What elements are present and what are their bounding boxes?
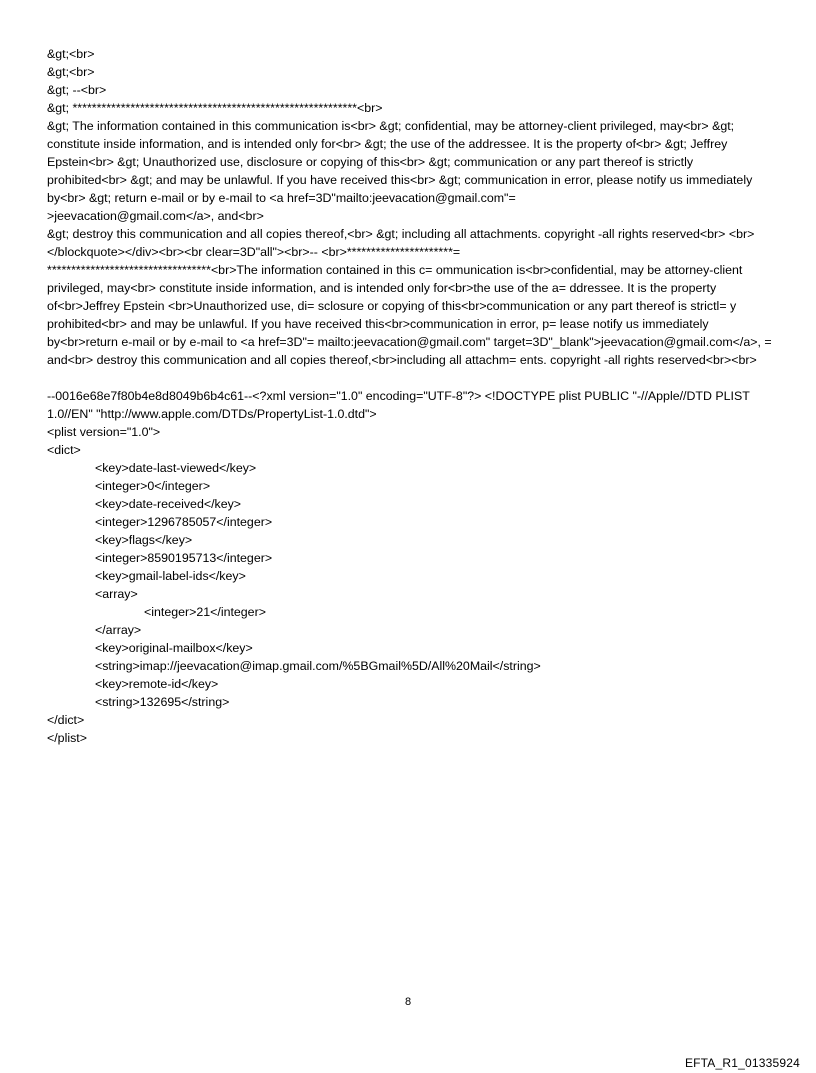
- plist-entry-line: <string>132695</string>: [95, 695, 230, 709]
- text-line: &gt; --<br>: [47, 83, 107, 97]
- plist-entry-line: </array>: [95, 623, 142, 637]
- document-body: [47, 45, 772, 747]
- plist-entry-line: <integer>8590195713</integer>: [95, 551, 273, 565]
- destroy-notice-paragraph: &gt; destroy this communication and all copies thereof,<br> &gt; including all attachments. copyright -all rights reserved<br> <br> </blockquote></div><br><br clear=3D"all"><br>-- <br>**********************=: [47, 227, 755, 259]
- plist-entry-line: <integer>1296785057</integer>: [95, 515, 273, 529]
- confidentiality-notice-paragraph: &gt; The information contained in this communication is<br> &gt; confidential, may be attorney-client privileged, may<br> &gt; constitute inside information, and is intended only for<br> &gt; the use of the addressee. It is the property of<br> &gt; Jeffrey Epstein<br> &gt; Unauthorized use, disclosure or copying of this<br> &gt; communication or any part thereof is strictly prohibited<br> &gt; and may be unlawful. If you have received this<br> &gt; communication in error, please notify us immediately by<br> &gt; return e-mail or by e-mail to <a href=3D"mailto:jeevacation@gmail.com"=: [47, 119, 753, 205]
- page-number: 8: [404, 996, 412, 1008]
- plist-entry-line: <key>date-last-viewed</key>: [95, 461, 257, 475]
- plist-open-line: <plist version="1.0">: [47, 425, 161, 439]
- plist-close-line: </plist>: [47, 731, 87, 745]
- text-line: >jeevacation@gmail.com</a>, and<br>: [47, 209, 264, 223]
- dict-close-line: </dict>: [47, 713, 85, 727]
- asterisk-separator-line: &gt; ***********************************************************<br>: [47, 101, 383, 115]
- plist-entry-line: <key>flags</key>: [95, 533, 193, 547]
- plist-entry-line: <integer>0</integer>: [95, 479, 211, 493]
- text-line: &gt;<br>: [47, 47, 95, 61]
- document-id: EFTA_R1_01335924: [684, 1056, 800, 1070]
- plist-array-item-line: <integer>21</integer>: [144, 605, 266, 619]
- plist-entry-line: <key>date-received</key>: [95, 497, 242, 511]
- plist-entry-line: <key>original-mailbox</key>: [95, 641, 253, 655]
- blank-line: [47, 369, 772, 387]
- text-line: &gt;<br>: [47, 65, 95, 79]
- plist-entry-line: <key>remote-id</key>: [95, 677, 219, 691]
- dict-open-line: <dict>: [47, 443, 81, 457]
- plist-entry-line: <array>: [95, 587, 138, 601]
- confidentiality-notice-paragraph-2: **********************************<br>The information contained in this c= ommunication is<br>confidential, may be attorney-client privileged, may<br> constitute inside information, and is intended only for<br>the use of the a= ddressee. It is the property of<br>Jeffrey Epstein <br>Unauthorized use, di= sclosure or copying of this<br>communication or any part thereof is strictl= y prohibited<br> and may be unlawful. If you have received this<br>communication in error, p= lease notify us immediately by<br>return e-mail or by e-mail to <a href=3D"= mailto:jeevacation@gmail.com" target=3D"_blank">jeevacation@gmail.com</a>, = and<br> destroy this communication and all copies thereof,<br>including all attachm= ents. copyright -all rights reserved<br><br>: [47, 263, 772, 367]
- plist-entry-line: <string>imap://jeevacation@imap.gmail.com/%5BGmail%5D/All%20Mail</string>: [95, 659, 541, 673]
- plist-entry-line: <key>gmail-label-ids</key>: [95, 569, 246, 583]
- xml-header-paragraph: --0016e68e7f80b4e8d8049b6b4c61--<?xml version="1.0" encoding="UTF-8"?> <!DOCTYPE plist PUBLIC "-//Apple//DTD PLIST 1.0//EN" "http://www.apple.com/DTDs/PropertyList-1.0.dtd">: [47, 389, 750, 421]
